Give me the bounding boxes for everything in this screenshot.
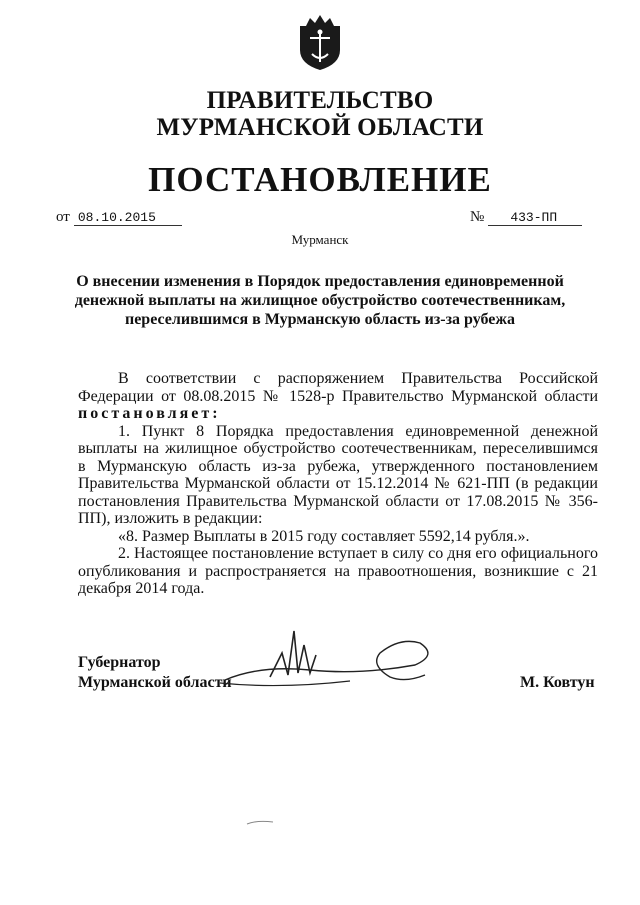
date-field: [56, 208, 182, 226]
signatory-title-line2: Мурманской области: [78, 674, 232, 691]
document-body: [78, 370, 598, 598]
number-prefix: №: [470, 209, 485, 225]
date-value: 08.10.2015: [74, 210, 182, 226]
signatory-name: М. Ковтун: [520, 674, 595, 691]
number-field: [470, 208, 582, 226]
resolves-word: постановляет:: [78, 405, 221, 422]
signatory-title-line1: Губернатор: [78, 654, 161, 671]
item-2-paragraph: 2. Настоящее постановление вступает в силу со дня его официального опубликования и распространяется на правоотношения, возникшие с 21 декабря 2014 года.: [78, 545, 598, 597]
org-name-line2: МУРМАНСКОЙ ОБЛАСТИ: [156, 114, 484, 141]
intro-text: В соответствии с распоряжением Правительства Российской Федерации от 08.08.2015 № 1528-р Правительство Мурманской области: [78, 370, 598, 405]
quote-paragraph: «8. Размер Выплаты в 2015 году составляет 5592,14 рубля.».: [118, 527, 530, 545]
org-name-line1: ПРАВИТЕЛЬСТВО: [206, 87, 434, 114]
handwritten-signature: [200, 625, 440, 695]
number-value: 433-ПП: [488, 210, 582, 226]
intro-paragraph: [78, 370, 598, 423]
item-1-paragraph: 1. Пункт 8 Порядка предоставления единовременной денежной выплаты на жилищное обустройство соотечественникам, переселившимся в Мурманскую область из-за рубежа, утвержденного постановлением Правительства Мурманской области от 15.12.2014 № 621-ПП (в редакции постановления Правительства Мурманской области от 17.08.2015 № 356-ПП), изложить в редакции:: [78, 422, 598, 527]
subject-line: переселившимся в Мурманскую область из-за рубежа: [124, 311, 516, 328]
document-type-title: ПОСТАНОВЛЕНИЕ: [148, 160, 492, 199]
subject-line: О внесении изменения в Порядок предоставления единовременной: [76, 273, 564, 290]
document-subject: [60, 272, 580, 329]
subject-line: денежной выплаты на жилищное обустройство соотечественникам,: [74, 292, 566, 309]
city-name: Мурманск: [291, 232, 349, 247]
scan-speck: [245, 818, 275, 826]
date-prefix: от: [56, 209, 70, 225]
murmansk-coat-of-arms-icon: [296, 12, 344, 72]
